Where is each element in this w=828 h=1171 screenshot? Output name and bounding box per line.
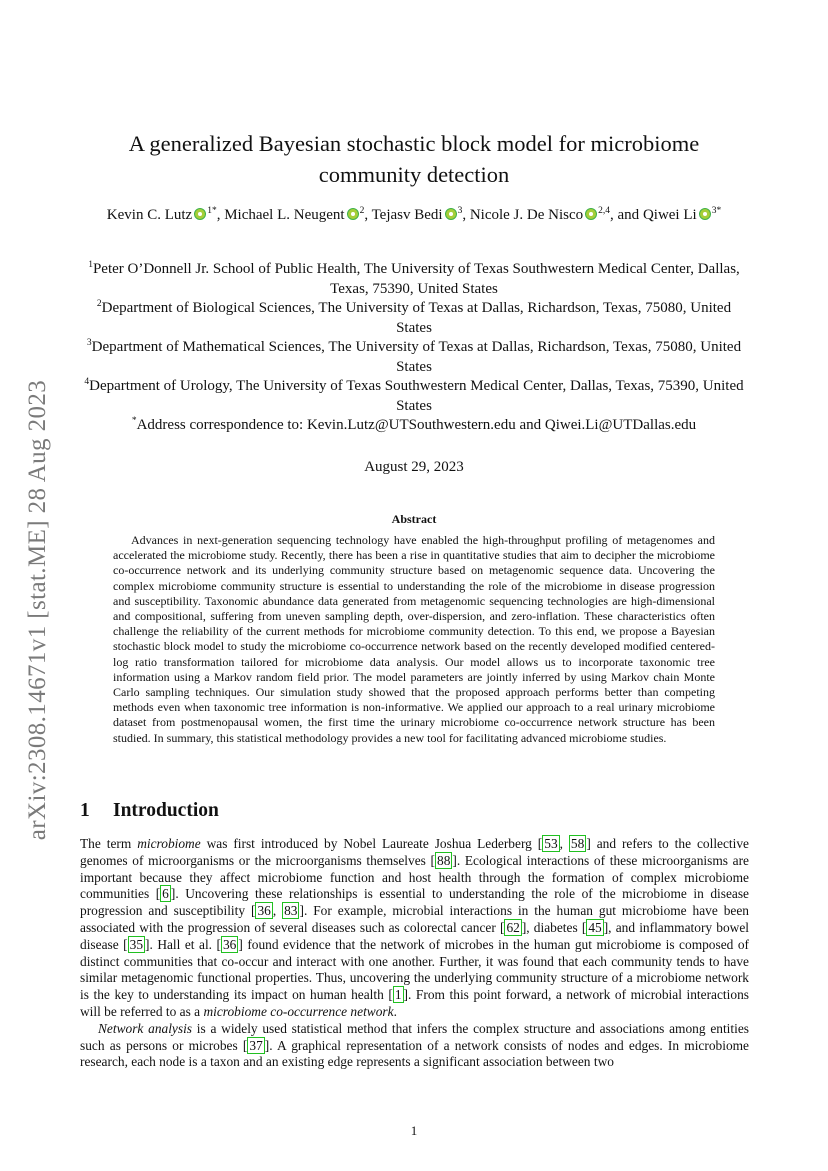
section-heading xyxy=(80,800,219,822)
paper-title xyxy=(80,128,748,190)
abstract-text: Advances in next-generation sequencing technology have enabled the high-throughput profiling of metagenomes and accelerated the microbiome study. Recently, there has been a rise in quantitative studies that aim to decipher the microbiome co-occurrence network and its underlying community structure based on metagenomic sequence data. Uncovering the complex microbiome community structure is essential to understanding the role of the microbiome in disease progression and susceptibility. Taxonomic abundance data generated from metagenomic sequencing technologies are high-dimensional and compositional, suffering from uneven sampling depth, over-dispersion, and zero-inflation. These characteristics often challenge the reliability of the current methods for microbiome community detection. To this end, we propose a Bayesian stochastic block model to study the microbiome co-occurrence network based on the recently developed modified centered-log ratio transformation tailored for microbiome data analysis. Our model allows us to incorporate taxonomic tree information using a Markov random field prior. The model parameters are jointly inferred by using Markov chain Monte Carlo sampling techniques. Our simulation study showed that the proposed approach performs better than competing methods even when taxonomic tree information is non-informative. We applied our approach to a real urinary microbiome dataset from postmenopausal women, the first time the urinary microbiome co-occurrence network structure has been studied. In summary, this statistical methodology provides a new tool for facilitating advanced microbiome studies. xyxy=(113,533,715,745)
citation-link[interactable]: 62 xyxy=(506,919,520,935)
citation-link[interactable]: 6 xyxy=(162,886,169,902)
affiliation: $^4$Department of Urology, The University of Texas Southwestern Medical Center, Dallas, Texas, 75390, United States xyxy=(84,377,744,414)
affiliation: $^2$Department of Biological Sciences, The University of Texas at Dallas, Richardson, Texas, 75080, United States xyxy=(96,299,732,336)
citation-link[interactable]: 1 xyxy=(394,987,402,1003)
page-number: 1 xyxy=(410,1123,418,1138)
author-affil-marker: 2 xyxy=(359,206,365,216)
title-line-2: community detection xyxy=(318,162,510,187)
paragraph: Network analysis is a widely used statistical method that infers the complex structure and associations among entities such as persons or microbes [ 37 ]. A graphical representation of a network consists of nodes and edges. In microbiome research, each node is a taxon and an existing edge represents a significant association between two xyxy=(80,1020,749,1070)
citation-link[interactable]: 37 xyxy=(249,1037,263,1053)
citation-link[interactable]: 53 xyxy=(544,836,558,851)
arxiv-stamp: arXiv:2308.14671v1 [stat.ME] 28 Aug 2023 xyxy=(24,379,51,841)
affiliation: $^1$Peter O’Donnell Jr. School of Public Health, The University of Texas Southwestern Medical Center, Dallas, Texas, 75390, United States xyxy=(88,260,740,297)
author-name: Qiwei Li xyxy=(642,207,697,223)
orcid-icon[interactable] xyxy=(699,208,711,220)
orcid-icon[interactable] xyxy=(347,208,359,220)
orcid-icon[interactable] xyxy=(585,208,597,220)
orcid-icon[interactable] xyxy=(194,208,206,220)
affiliation: $^3$Department of Mathematical Sciences, The University of Texas at Dallas, Richardson, Texas, 75080, United States xyxy=(86,338,742,375)
author-name: Kevin C. Lutz xyxy=(106,207,193,223)
section-number: 1 xyxy=(80,800,90,821)
author-affil-marker: 2,4 xyxy=(598,206,611,216)
citation-link[interactable]: 45 xyxy=(588,919,602,935)
citation-link[interactable]: 88 xyxy=(437,852,451,868)
correspondence: *Address correspondence to: Kevin.Lutz@UTSouthwestern.edu and Qiwei.Li@UTDallas.edu xyxy=(131,416,697,433)
section-title: Introduction xyxy=(113,800,219,821)
title-line-1: A generalized Bayesian stochastic block model for microbiome xyxy=(128,131,700,156)
body-text xyxy=(80,836,749,1071)
affiliation-list xyxy=(80,260,748,436)
orcid-icon[interactable] xyxy=(445,208,457,220)
citation-link[interactable]: 36 xyxy=(257,903,271,919)
author-name: Tejasv Bedi xyxy=(371,207,443,223)
citation-link[interactable]: 35 xyxy=(129,936,144,952)
author-list: Kevin C. Lutz $^{1*}$, Michael L. Neugent $^2$, Tejasv Bedi $^3$, Nicole J. De Nisco $^{2,4}$, and Qiwei Li $^{3*}$ xyxy=(106,206,722,223)
citation-link[interactable]: 36 xyxy=(222,936,237,952)
author-affil-marker: 1* xyxy=(207,206,217,216)
abstract-heading: Abstract xyxy=(391,512,437,526)
author-affil-marker: 3* xyxy=(711,206,722,216)
paragraph: The term microbiome was first introduced by Nobel Laureate Joshua Lederberg [ 53 , 58 ] and refers to the collective genomes of microorganisms or the microorganisms themselves [ 88 ]. Ecological interactions of these microorganisms are important because they affect microbiome function and host health through the formation of complex microbiome communities [ 6 ]. Uncovering these relationships is essential to understanding the role of the microbiome in disease progression and susceptibility [ 36 , 83 ]. For example, microbial interactions in the human gut microbiome have been associated with the progression of several diseases such as colorectal cancer [ 62 ], diabetes [ 45 ], and inflammatory bowel disease [ 35 ]. Hall et al. [ 36 ] found evidence that the network of microbes in the human gut microbiome is composed of distinct communities that co-occur and interact with one another. Further, it was found that each community tends to have similar metagenomic functional properties. Thus, uncovering the underlying community structure of a microbiome network is the key to understanding its impact on human health [ 1 ]. From this point forward, a network of microbial interactions will be referred to as a microbiome co-occurrence network. xyxy=(80,836,750,1019)
author-affil-marker: 3 xyxy=(457,206,463,216)
paper-date: August 29, 2023 xyxy=(364,459,464,475)
author-name: Nicole J. De Nisco xyxy=(469,207,584,223)
citation-link[interactable]: 83 xyxy=(284,903,298,919)
citation-link[interactable]: 58 xyxy=(570,836,585,851)
author-name: Michael L. Neugent xyxy=(224,207,345,223)
